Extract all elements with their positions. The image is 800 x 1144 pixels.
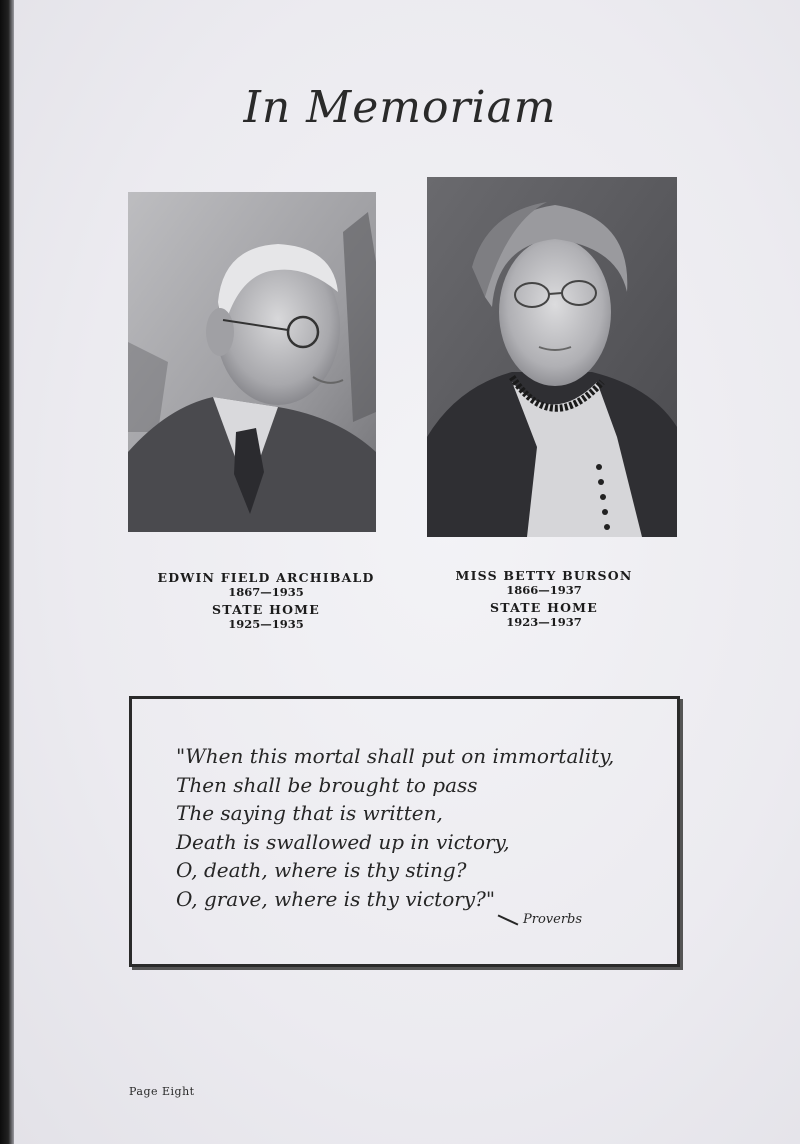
verse-line: O, grave, where is thy victory?" [176, 886, 496, 911]
attribution-flourish [498, 914, 519, 925]
memorial-name: EDWIN FIELD ARCHIBALD [157, 570, 375, 585]
memorial-service-years: 1925—1935 [228, 617, 304, 631]
memorial-institution: STATE HOME [490, 600, 598, 615]
attribution-text: Proverbs [523, 912, 583, 927]
portrait-photo-archibald [128, 192, 376, 532]
verse-line: Then shall be brought to pass [176, 772, 478, 797]
verse-line: The saying that is written, [176, 801, 443, 825]
memorial-caption-archibald [136, 571, 396, 635]
binding-edge [0, 0, 14, 1144]
verse-line: O, death, where is thy sting? [176, 858, 467, 882]
verse-attribution [497, 912, 582, 927]
verse-line: Death is swallowed up in victory, [176, 829, 510, 854]
page-number: Page Eight [129, 1085, 195, 1098]
memorial-life-years: 1867—1935 [228, 585, 304, 599]
memorial-institution: STATE HOME [212, 602, 320, 617]
memorial-name: MISS BETTY BURSON [455, 568, 633, 583]
memorial-caption-burson [414, 569, 674, 633]
verse-text [176, 742, 614, 913]
page-title: In Memoriam [243, 82, 557, 133]
portrait-photo-burson [427, 177, 677, 537]
memorial-life-years: 1866—1937 [506, 583, 582, 597]
verse-line: "When this mortal shall put on immortality, [176, 744, 615, 768]
page-background [14, 0, 800, 1144]
memorial-service-years: 1923—1937 [506, 615, 582, 629]
